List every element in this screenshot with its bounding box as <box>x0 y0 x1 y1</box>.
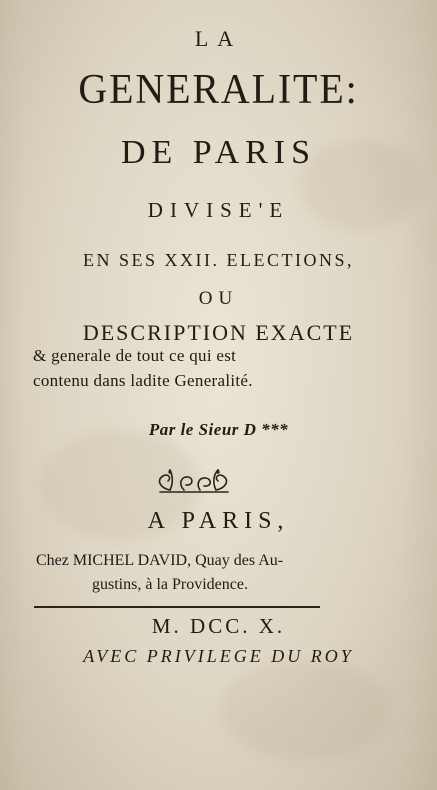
publisher-line-2: gustins, à la Providence. <box>92 576 248 593</box>
publisher-line-1: Chez MICHEL DAVID, Quay des Au- <box>36 552 284 569</box>
place-of-publication: A PARIS, <box>147 508 290 534</box>
description-line-2: contenu dans ladite Generalité. <box>33 371 253 390</box>
title-line-generalite: GENERALITE: <box>78 67 359 113</box>
divider-rule <box>34 606 320 608</box>
description-line-1: & generale de tout ce qui est <box>33 346 237 365</box>
author-line: Par le Sieur D *** <box>148 420 289 439</box>
title-line-la: LA <box>194 26 243 51</box>
title-line-de-paris: DE PARIS <box>120 134 317 171</box>
title-line-description: DESCRIPTION EXACTE <box>82 320 355 345</box>
title-line-ou: OU <box>198 288 239 309</box>
title-line-elections: EN SES XXII. ELECTIONS, <box>83 250 354 270</box>
paper-stain <box>220 660 390 760</box>
title-line-divisee: DIVISE'E <box>147 198 290 222</box>
privilege-line: AVEC PRIVILEGE DU ROY <box>83 646 354 666</box>
fleuron-ornament-icon <box>0 464 437 498</box>
publication-year: M. DCC. X. <box>151 614 286 638</box>
